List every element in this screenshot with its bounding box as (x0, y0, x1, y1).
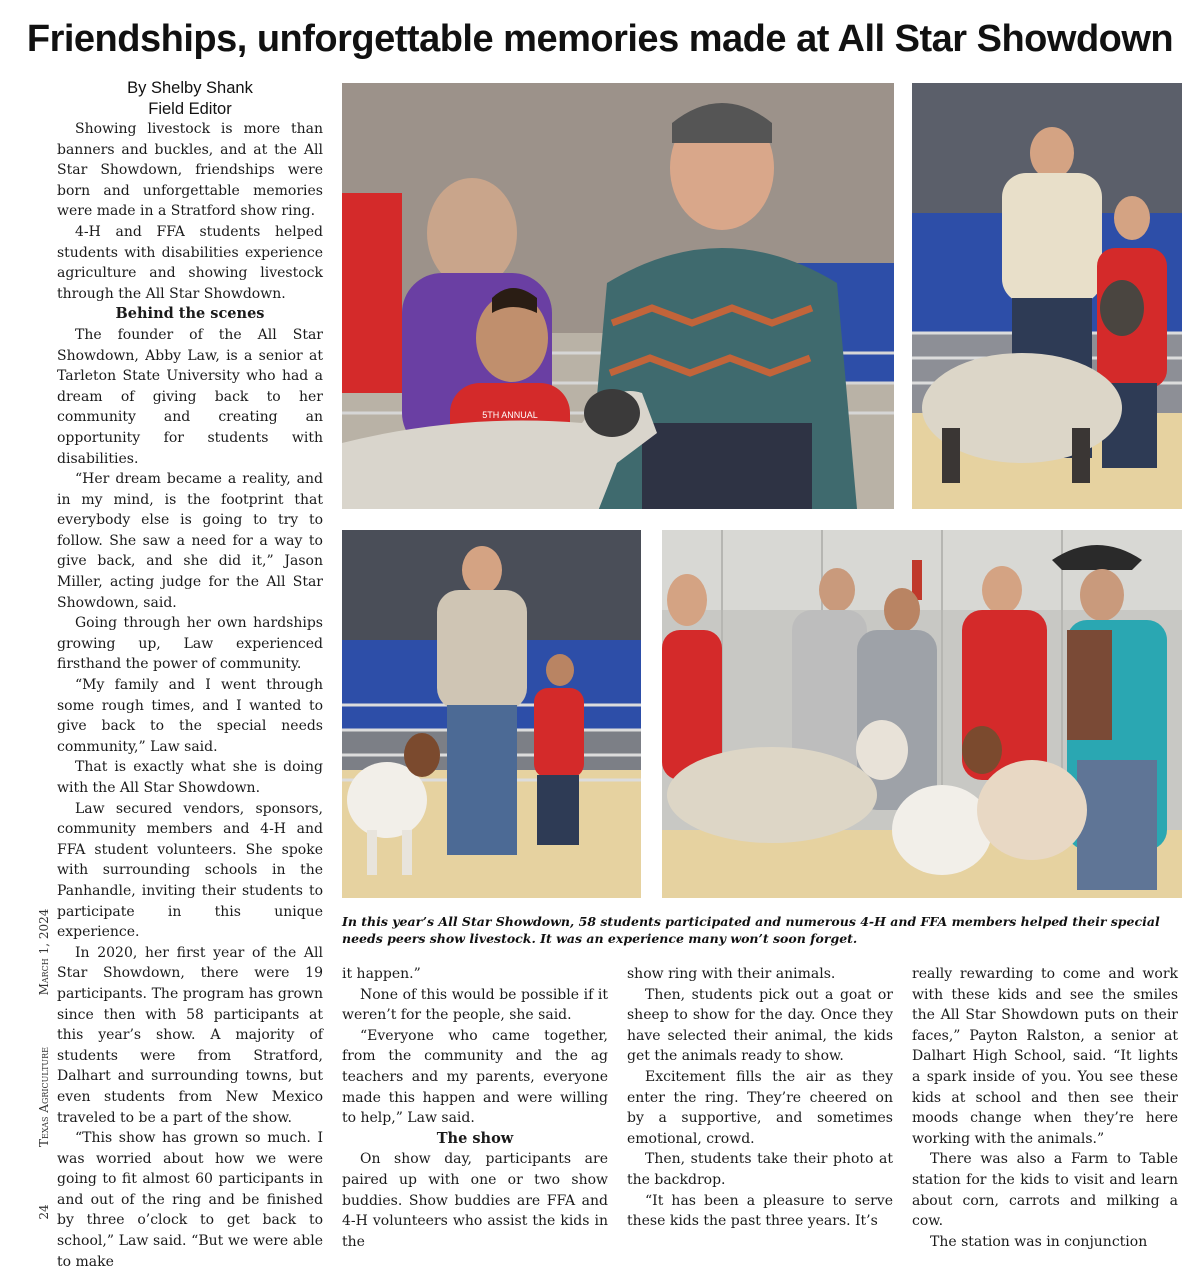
subhead-the-show: The show (436, 1129, 514, 1147)
subhead-behind-the-scenes: Behind the scenes (115, 305, 265, 323)
publication-name: Texas Agriculture (37, 1046, 51, 1148)
photo-boy-walking-goat (342, 530, 641, 898)
shirt-logo-text: 5TH ANNUAL (482, 410, 538, 420)
paragraph: The station was in conjunction (930, 1233, 1148, 1250)
paragraph: On show day, participants are paired up with one or two show buddies. Show buddies are FFA and 4-H volunteers who assist the kids in the (342, 1151, 608, 1250)
page-sidebar (34, 905, 54, 1227)
article-column-2 (342, 964, 608, 1252)
paragraph: None of this would be possible if it weren’t for the people, she said. (342, 986, 608, 1024)
paragraph: Going through her own hardships growing up, Law experienced firsthand the power of community. (57, 615, 323, 673)
paragraph: Excitement fills the air as they enter the ring. They’re cheered on by a supportive, and sometimes emotional, crowd. (627, 1068, 893, 1147)
byline-role: Field Editor (148, 100, 232, 118)
photo-group-with-sheep-and-goats (662, 530, 1182, 898)
photo-boy-with-sheep (342, 83, 894, 509)
paragraph: “Everyone who came together, from the community and the ag teachers and my parents, everyone made this happen and were willing to help,” Law said. (342, 1027, 608, 1127)
article-column-1 (57, 119, 323, 1272)
paragraph: “Her dream became a reality, and in my mind, is the footprint that everybody else is going to try to follow. She saw a need for a way to give back, and she did it,” Jason Miller, acting judge for the All Star Showdown, said. (57, 471, 323, 611)
paragraph: Then, students pick out a goat or sheep to show for the day. Once they have selected their animal, the kids get the animals ready to show. (627, 986, 893, 1065)
paragraph: “This show has grown so much. I was worried about how we were going to fit almost 60 participants in and out of the ring and be finished by three o’clock to get back to school,” Law said. “But we were able to make (57, 1130, 323, 1270)
paragraph: it happen.” (342, 966, 421, 982)
paragraph: Showing livestock is more than banners and buckles, and at the All Star Showdown, friendships were born and unforgettable memories were made in a Stratford show ring. (57, 121, 323, 220)
paragraph: show ring with their animals. (627, 966, 836, 982)
paragraph: Law secured vendors, sponsors, community members and 4-H and FFA student volunteers. She spoke with surrounding schools in the Panhandle, inviting their students to participate in this unique experience. (57, 800, 323, 941)
headline: Friendships, unforgettable memories made at All Star Showdown (26, 18, 1174, 60)
byline (57, 78, 323, 120)
paragraph: “My family and I went through some rough times, and I wanted to give back to the special needs community,” Law said. (57, 677, 323, 755)
paragraph: Then, students take their photo at the backdrop. (627, 1151, 893, 1188)
article-column-3 (627, 964, 893, 1232)
article-column-4 (912, 964, 1178, 1252)
paragraph: In 2020, her first year of the All Star Showdown, there were 19 participants. The program has grown since then with 58 participants at this year’s show. A majority of students were from Stratford, Dalhart and surrounding towns, but even students from New Mexico traveled to be a part of the show. (57, 944, 323, 1126)
issue-date: March 1, 2024 (37, 908, 51, 996)
paragraph: There was also a Farm to Table station for the kids to visit and learn about corn, carrots and milking a cow. (912, 1151, 1178, 1230)
paragraph: 4-H and FFA students helped students with disabilities experience agriculture and showing livestock through the All Star Showdown. (57, 223, 323, 302)
photo-caption: In this year’s All Star Showdown, 58 students participated and numerous 4-H and FFA members helped their special needs peers show livestock. It was an experience many won’t soon forget. (342, 914, 1160, 946)
paragraph: really rewarding to come and work with these kids and see the smiles the All Star Showdown puts on their faces,” Payton Ralston, a senior at Dalhart High School, said. “It lights a spark inside of you. You see these kids at school and then see their moods change when they’re here working with the animals.” (912, 966, 1178, 1147)
page-number: 24 (37, 1204, 51, 1220)
photo-boys-with-sheep (912, 83, 1182, 509)
paragraph: “It has been a pleasure to serve these kids the past three years. It’s (627, 1192, 893, 1230)
byline-author: By Shelby Shank (127, 79, 253, 97)
paragraph: That is exactly what she is doing with the All Star Showdown. (57, 759, 323, 796)
paragraph: The founder of the All Star Showdown, Abby Law, is a senior at Tarleton State University who had a dream of giving back to her community and creating an opportunity for students with disabilities. (57, 326, 323, 467)
